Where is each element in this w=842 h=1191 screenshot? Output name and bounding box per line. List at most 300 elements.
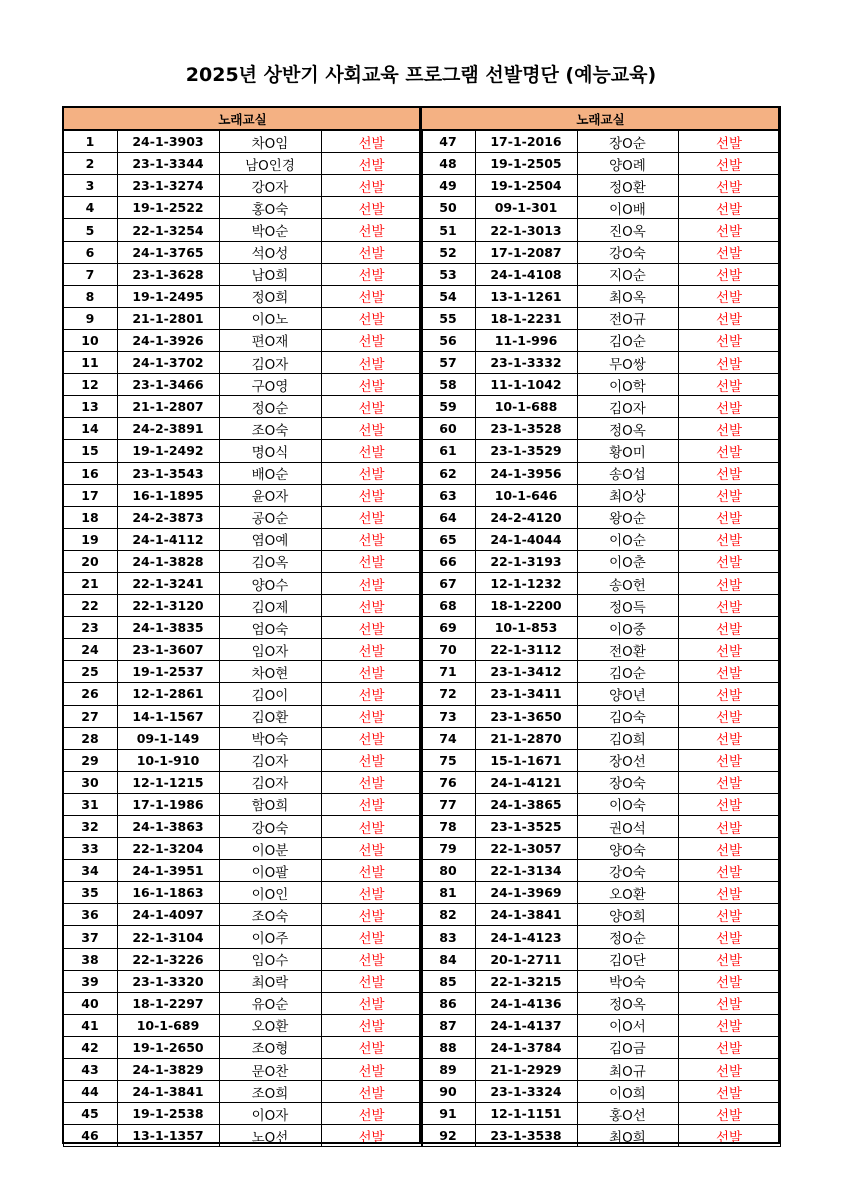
table-row <box>63 860 422 882</box>
member-name: 노O선 <box>219 1125 321 1147</box>
member-name: 최O규 <box>577 1059 678 1081</box>
member-name: 양O숙 <box>577 838 678 860</box>
row-number: 40 <box>63 992 117 1014</box>
table-row <box>421 860 780 882</box>
table-row <box>421 816 780 838</box>
table-row <box>421 705 780 727</box>
row-number: 87 <box>421 1014 475 1036</box>
selection-status: 선발 <box>678 506 780 528</box>
member-name: 공O순 <box>219 506 321 528</box>
row-number: 26 <box>63 683 117 705</box>
table-row <box>63 1103 422 1125</box>
member-name: 강O숙 <box>577 860 678 882</box>
selection-status: 선발 <box>321 263 422 285</box>
member-name: 박O순 <box>219 219 321 241</box>
member-name: 장O선 <box>577 749 678 771</box>
row-number: 90 <box>421 1081 475 1103</box>
row-number: 72 <box>421 683 475 705</box>
member-id: 10-1-689 <box>117 1014 219 1036</box>
table-row <box>63 1125 422 1147</box>
selection-status: 선발 <box>678 749 780 771</box>
table-row <box>421 241 780 263</box>
selection-status: 선발 <box>678 970 780 992</box>
member-name: 정O환 <box>577 175 678 197</box>
row-number: 89 <box>421 1059 475 1081</box>
row-number: 68 <box>421 595 475 617</box>
selection-status: 선발 <box>321 506 422 528</box>
member-id: 24-1-3835 <box>117 617 219 639</box>
member-name: 김O환 <box>219 705 321 727</box>
member-name: 정O옥 <box>577 992 678 1014</box>
row-number: 16 <box>63 462 117 484</box>
table-row <box>63 528 422 550</box>
selection-status: 선발 <box>321 197 422 219</box>
member-id: 23-1-3543 <box>117 462 219 484</box>
row-number: 69 <box>421 617 475 639</box>
table-row <box>63 175 422 197</box>
selection-status: 선발 <box>678 904 780 926</box>
row-number: 11 <box>63 352 117 374</box>
selection-status: 선발 <box>678 617 780 639</box>
member-id: 10-1-853 <box>475 617 577 639</box>
member-id: 24-1-3863 <box>117 816 219 838</box>
selection-status: 선발 <box>321 617 422 639</box>
member-name: 정O득 <box>577 595 678 617</box>
member-id: 10-1-910 <box>117 749 219 771</box>
table-row <box>421 506 780 528</box>
member-id: 23-1-3332 <box>475 352 577 374</box>
member-name: 최O락 <box>219 970 321 992</box>
table-row <box>63 1014 422 1036</box>
row-number: 80 <box>421 860 475 882</box>
selection-status: 선발 <box>678 1059 780 1081</box>
selection-status: 선발 <box>321 528 422 550</box>
row-number: 67 <box>421 572 475 594</box>
member-id: 12-1-1232 <box>475 572 577 594</box>
row-number: 76 <box>421 771 475 793</box>
table-row <box>63 484 422 506</box>
member-id: 24-1-3926 <box>117 329 219 351</box>
row-number: 86 <box>421 992 475 1014</box>
member-name: 차O현 <box>219 661 321 683</box>
table-row <box>421 175 780 197</box>
member-name: 차O임 <box>219 130 321 153</box>
row-number: 5 <box>63 219 117 241</box>
selection-status: 선발 <box>678 528 780 550</box>
table-row <box>421 948 780 970</box>
table-row <box>63 241 422 263</box>
selection-status: 선발 <box>678 661 780 683</box>
table-row <box>421 1059 780 1081</box>
member-name: 오O환 <box>219 1014 321 1036</box>
table-row <box>421 617 780 639</box>
member-name: 남O인경 <box>219 153 321 175</box>
row-number: 73 <box>421 705 475 727</box>
class-header: 노래교실 <box>421 107 780 130</box>
selection-status: 선발 <box>321 661 422 683</box>
member-id: 19-1-2522 <box>117 197 219 219</box>
table-row <box>421 307 780 329</box>
table-row <box>63 396 422 418</box>
selection-status: 선발 <box>678 595 780 617</box>
member-id: 21-1-2807 <box>117 396 219 418</box>
table-row <box>421 970 780 992</box>
selection-status: 선발 <box>678 374 780 396</box>
member-id: 24-1-4136 <box>475 992 577 1014</box>
selection-status: 선발 <box>321 307 422 329</box>
row-number: 71 <box>421 661 475 683</box>
table-row <box>421 727 780 749</box>
member-id: 12-1-2861 <box>117 683 219 705</box>
member-id: 23-1-3538 <box>475 1125 577 1147</box>
row-number: 75 <box>421 749 475 771</box>
member-name: 남O희 <box>219 263 321 285</box>
member-id: 10-1-646 <box>475 484 577 506</box>
member-id: 22-1-3215 <box>475 970 577 992</box>
row-number: 53 <box>421 263 475 285</box>
member-name: 전O규 <box>577 307 678 329</box>
member-name: 정O순 <box>219 396 321 418</box>
table-row <box>63 197 422 219</box>
selection-status: 선발 <box>678 396 780 418</box>
row-number: 7 <box>63 263 117 285</box>
member-name: 배O순 <box>219 462 321 484</box>
table-header-row <box>421 107 780 130</box>
member-name: 양O수 <box>219 572 321 594</box>
table-row <box>63 130 422 153</box>
table-row <box>63 816 422 838</box>
member-id: 14-1-1567 <box>117 705 219 727</box>
row-number: 4 <box>63 197 117 219</box>
selection-status: 선발 <box>678 418 780 440</box>
selection-status: 선발 <box>678 1014 780 1036</box>
member-id: 19-1-2495 <box>117 285 219 307</box>
member-id: 18-1-2297 <box>117 992 219 1014</box>
table-row <box>63 263 422 285</box>
member-name: 조O희 <box>219 1081 321 1103</box>
table-row <box>421 285 780 307</box>
table-row <box>63 572 422 594</box>
member-name: 오O환 <box>577 882 678 904</box>
member-id: 24-2-4120 <box>475 506 577 528</box>
row-number: 21 <box>63 572 117 594</box>
row-number: 46 <box>63 1125 117 1147</box>
table-row <box>63 329 422 351</box>
row-number: 30 <box>63 771 117 793</box>
selection-status: 선발 <box>678 882 780 904</box>
selection-status: 선발 <box>321 948 422 970</box>
table-row <box>63 1059 422 1081</box>
row-number: 13 <box>63 396 117 418</box>
table-row <box>421 484 780 506</box>
member-id: 23-1-3650 <box>475 705 577 727</box>
member-id: 13-1-1357 <box>117 1125 219 1147</box>
selection-status: 선발 <box>321 793 422 815</box>
selection-status: 선발 <box>678 285 780 307</box>
member-name: 최O옥 <box>577 285 678 307</box>
row-number: 70 <box>421 639 475 661</box>
table-row <box>63 418 422 440</box>
table-row <box>421 904 780 926</box>
selection-status: 선발 <box>678 263 780 285</box>
row-number: 55 <box>421 307 475 329</box>
member-name: 염O예 <box>219 528 321 550</box>
table-row <box>63 926 422 948</box>
selection-status: 선발 <box>321 462 422 484</box>
member-id: 24-1-3841 <box>117 1081 219 1103</box>
table-row <box>421 1103 780 1125</box>
selection-status: 선발 <box>678 1125 780 1147</box>
row-number: 37 <box>63 926 117 948</box>
selection-status: 선발 <box>321 970 422 992</box>
selection-status: 선발 <box>321 904 422 926</box>
table-row <box>421 1014 780 1036</box>
selection-status: 선발 <box>321 352 422 374</box>
table-row <box>63 793 422 815</box>
member-id: 23-1-3412 <box>475 661 577 683</box>
table-row <box>421 838 780 860</box>
member-name: 양O례 <box>577 153 678 175</box>
selection-status: 선발 <box>321 992 422 1014</box>
selection-status: 선발 <box>678 1036 780 1058</box>
member-name: 홍O숙 <box>219 197 321 219</box>
member-id: 10-1-688 <box>475 396 577 418</box>
selection-status: 선발 <box>678 838 780 860</box>
row-number: 92 <box>421 1125 475 1147</box>
row-number: 56 <box>421 329 475 351</box>
table-row <box>63 661 422 683</box>
table-row <box>421 374 780 396</box>
member-id: 24-1-3828 <box>117 550 219 572</box>
member-name: 양O희 <box>577 904 678 926</box>
row-number: 44 <box>63 1081 117 1103</box>
member-id: 24-2-3891 <box>117 418 219 440</box>
row-number: 19 <box>63 528 117 550</box>
selection-table-left <box>62 106 423 1147</box>
selection-status: 선발 <box>321 153 422 175</box>
row-number: 42 <box>63 1036 117 1058</box>
table-row <box>421 1081 780 1103</box>
member-name: 윤O자 <box>219 484 321 506</box>
member-name: 강O자 <box>219 175 321 197</box>
row-number: 2 <box>63 153 117 175</box>
selection-status: 선발 <box>678 572 780 594</box>
table-row <box>63 948 422 970</box>
row-number: 62 <box>421 462 475 484</box>
table-row <box>63 970 422 992</box>
selection-status: 선발 <box>678 793 780 815</box>
row-number: 18 <box>63 506 117 528</box>
member-name: 이O분 <box>219 838 321 860</box>
member-id: 24-1-3829 <box>117 1059 219 1081</box>
member-id: 24-1-3865 <box>475 793 577 815</box>
member-id: 21-1-2929 <box>475 1059 577 1081</box>
member-id: 24-1-3969 <box>475 882 577 904</box>
table-row <box>63 506 422 528</box>
member-name: 양O년 <box>577 683 678 705</box>
member-id: 24-1-3841 <box>475 904 577 926</box>
row-number: 91 <box>421 1103 475 1125</box>
selection-status: 선발 <box>321 219 422 241</box>
row-number: 50 <box>421 197 475 219</box>
member-name: 김O단 <box>577 948 678 970</box>
selection-status: 선발 <box>678 484 780 506</box>
table-row <box>421 130 780 153</box>
selection-status: 선발 <box>321 1036 422 1058</box>
row-number: 84 <box>421 948 475 970</box>
row-number: 38 <box>63 948 117 970</box>
member-name: 김O자 <box>219 352 321 374</box>
selection-status: 선발 <box>678 771 780 793</box>
row-number: 29 <box>63 749 117 771</box>
member-name: 이O중 <box>577 617 678 639</box>
selection-status: 선발 <box>678 705 780 727</box>
row-number: 33 <box>63 838 117 860</box>
table-row <box>421 793 780 815</box>
member-id: 23-1-3274 <box>117 175 219 197</box>
member-name: 임O수 <box>219 948 321 970</box>
table-row <box>421 595 780 617</box>
member-id: 24-1-4108 <box>475 263 577 285</box>
member-id: 24-1-3784 <box>475 1036 577 1058</box>
table-row <box>63 374 422 396</box>
selection-status: 선발 <box>321 838 422 860</box>
row-number: 77 <box>421 793 475 815</box>
row-number: 74 <box>421 727 475 749</box>
member-name: 최O상 <box>577 484 678 506</box>
selection-table-right <box>420 106 781 1147</box>
selection-status: 선발 <box>678 307 780 329</box>
selection-status: 선발 <box>678 992 780 1014</box>
member-name: 이O주 <box>219 926 321 948</box>
member-name: 김O순 <box>577 661 678 683</box>
member-id: 22-1-3193 <box>475 550 577 572</box>
row-number: 23 <box>63 617 117 639</box>
row-number: 9 <box>63 307 117 329</box>
row-number: 83 <box>421 926 475 948</box>
row-number: 36 <box>63 904 117 926</box>
selection-status: 선발 <box>321 285 422 307</box>
selection-status: 선발 <box>321 705 422 727</box>
member-name: 홍O선 <box>577 1103 678 1125</box>
member-name: 김O제 <box>219 595 321 617</box>
selection-status: 선발 <box>321 484 422 506</box>
selection-status: 선발 <box>321 683 422 705</box>
member-name: 권O석 <box>577 816 678 838</box>
member-name: 편O재 <box>219 329 321 351</box>
row-number: 48 <box>421 153 475 175</box>
member-name: 김O숙 <box>577 705 678 727</box>
member-name: 김O이 <box>219 683 321 705</box>
member-id: 23-1-3344 <box>117 153 219 175</box>
row-number: 61 <box>421 440 475 462</box>
member-name: 이O배 <box>577 197 678 219</box>
member-id: 11-1-996 <box>475 329 577 351</box>
selection-status: 선발 <box>678 197 780 219</box>
selection-status: 선발 <box>321 329 422 351</box>
row-number: 51 <box>421 219 475 241</box>
member-id: 22-1-3104 <box>117 926 219 948</box>
row-number: 57 <box>421 352 475 374</box>
member-name: 최O희 <box>577 1125 678 1147</box>
row-number: 49 <box>421 175 475 197</box>
member-id: 23-1-3466 <box>117 374 219 396</box>
selection-status: 선발 <box>321 440 422 462</box>
table-row <box>421 661 780 683</box>
row-number: 79 <box>421 838 475 860</box>
member-name: 조O숙 <box>219 904 321 926</box>
selection-status: 선발 <box>678 550 780 572</box>
row-number: 32 <box>63 816 117 838</box>
selection-status: 선발 <box>678 948 780 970</box>
table-row <box>421 639 780 661</box>
table-row <box>421 263 780 285</box>
row-number: 25 <box>63 661 117 683</box>
row-number: 43 <box>63 1059 117 1081</box>
member-name: 이O팔 <box>219 860 321 882</box>
member-name: 장O숙 <box>577 771 678 793</box>
table-row <box>63 285 422 307</box>
member-id: 23-1-3628 <box>117 263 219 285</box>
member-id: 18-1-2231 <box>475 307 577 329</box>
member-name: 이O자 <box>219 1103 321 1125</box>
row-number: 20 <box>63 550 117 572</box>
table-row <box>421 683 780 705</box>
row-number: 15 <box>63 440 117 462</box>
table-row <box>421 462 780 484</box>
selection-status: 선발 <box>321 130 422 153</box>
member-name: 이O노 <box>219 307 321 329</box>
member-name: 조O형 <box>219 1036 321 1058</box>
selection-status: 선발 <box>678 1103 780 1125</box>
member-id: 17-1-2087 <box>475 241 577 263</box>
selection-status: 선발 <box>321 749 422 771</box>
member-name: 무O쌍 <box>577 352 678 374</box>
row-number: 58 <box>421 374 475 396</box>
table-row <box>63 617 422 639</box>
selection-status: 선발 <box>321 1014 422 1036</box>
member-id: 09-1-301 <box>475 197 577 219</box>
selection-status: 선발 <box>678 153 780 175</box>
member-id: 21-1-2801 <box>117 307 219 329</box>
row-number: 41 <box>63 1014 117 1036</box>
table-row <box>63 904 422 926</box>
member-id: 23-1-3324 <box>475 1081 577 1103</box>
selection-status: 선발 <box>321 1103 422 1125</box>
member-id: 22-1-3134 <box>475 860 577 882</box>
class-header: 노래교실 <box>63 107 422 130</box>
member-name: 정O희 <box>219 285 321 307</box>
member-id: 19-1-2492 <box>117 440 219 462</box>
selection-status: 선발 <box>678 440 780 462</box>
member-id: 24-1-3956 <box>475 462 577 484</box>
selection-status: 선발 <box>321 175 422 197</box>
member-name: 황O미 <box>577 440 678 462</box>
member-id: 24-1-4044 <box>475 528 577 550</box>
table-row <box>421 1036 780 1058</box>
member-id: 24-1-3702 <box>117 352 219 374</box>
member-id: 16-1-1863 <box>117 882 219 904</box>
member-name: 이O순 <box>577 528 678 550</box>
table-row <box>421 528 780 550</box>
table-row <box>421 882 780 904</box>
member-name: 정O옥 <box>577 418 678 440</box>
member-name: 전O환 <box>577 639 678 661</box>
row-number: 88 <box>421 1036 475 1058</box>
row-number: 10 <box>63 329 117 351</box>
member-id: 22-1-3112 <box>475 639 577 661</box>
member-id: 24-1-4123 <box>475 926 577 948</box>
